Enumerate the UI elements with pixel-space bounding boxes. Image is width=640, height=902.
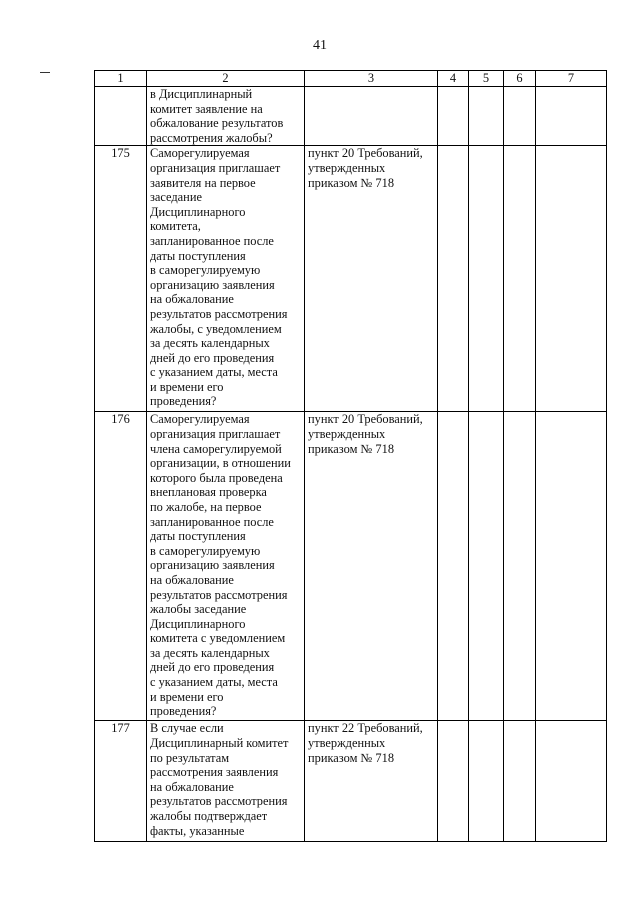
question-line: проведения? [150,704,217,719]
question-line: жалобы, с уведомлением [150,321,282,336]
legal-reference [305,721,438,842]
table-row [95,412,607,721]
reference-line: приказом № 718 [308,441,395,456]
col-header-1: 1 [95,71,147,87]
legal-reference [305,146,438,412]
legal-reference [305,87,438,146]
question-line: Дисциплинарный комитет [150,735,289,750]
question-line: рассмотрения заявления [150,765,279,780]
col-header-4: 4 [438,71,469,87]
answer-cell-col-5 [469,87,504,146]
question-line: проведения? [150,394,217,409]
answer-cell-col-6 [504,146,536,412]
table-row [95,87,607,146]
col-header-7: 7 [536,71,607,87]
requirement-question [147,146,305,412]
answer-cell-col-6 [504,721,536,842]
answer-cell-col-7 [536,146,607,412]
col-header-2: 2 [147,71,305,87]
question-line: запланированное после [150,233,274,248]
question-line: В случае если [150,721,224,736]
question-line: даты поступления [150,248,246,263]
question-line: обжалование результатов [150,116,284,131]
reference-line: приказом № 718 [308,175,395,190]
requirement-question [147,87,305,146]
question-line: организация приглашает [150,426,281,441]
question-line: по жалобе, на первое [150,499,262,514]
answer-cell-col-4 [438,87,469,146]
question-line: Дисциплинарного [150,204,246,219]
question-line: на обжалование [150,292,234,307]
question-line: комитета, [150,219,201,234]
col-header-3: 3 [305,71,438,87]
question-line: на обжалование [150,572,234,587]
question-line: в саморегулируемую [150,263,261,278]
page-number: 41 [313,38,327,53]
question-line: с указанием даты, места [150,365,278,380]
question-line: рассмотрения жалобы? [150,130,273,145]
requirement-question [147,721,305,842]
question-line: результатов рассмотрения [150,306,288,321]
col-header-6: 6 [504,71,536,87]
table-row [95,721,607,842]
answer-cell-col-4 [438,412,469,721]
row-number: 176 [95,412,147,721]
question-line: за десять календарных [150,336,270,351]
question-line: запланированное после [150,514,274,529]
question-line: организацию заявления [150,277,275,292]
reference-line: пункт 22 Требований, [308,721,423,736]
answer-cell-col-5 [469,721,504,842]
question-line: и времени его [150,689,224,704]
question-line: которого была проведена [150,470,283,485]
question-line: по результатам [150,750,230,765]
reference-line: приказом № 718 [308,750,395,765]
reference-line: пункт 20 Требований, [308,412,423,427]
reference-line: утвержденных [308,735,386,750]
margin-mark [40,72,50,73]
answer-cell-col-4 [438,721,469,842]
row-number [95,87,147,146]
answer-cell-col-7 [536,87,607,146]
question-line: Саморегулируемая [150,412,250,427]
question-line: члена саморегулируемой [150,441,282,456]
question-line: за десять календарных [150,645,270,660]
table-row [95,146,607,412]
answer-cell-col-6 [504,87,536,146]
answer-cell-col-6 [504,412,536,721]
question-line: даты поступления [150,529,246,544]
question-line: дней до его проведения [150,350,275,365]
header-row [95,71,607,87]
question-line: организация приглашает [150,160,281,175]
col-header-5: 5 [469,71,504,87]
question-line: результатов рассмотрения [150,587,288,602]
requirements-table [94,70,607,842]
answer-cell-col-7 [536,412,607,721]
row-number: 175 [95,146,147,412]
question-line: дней до его проведения [150,660,275,675]
answer-cell-col-7 [536,721,607,842]
answer-cell-col-5 [469,146,504,412]
question-line: организацию заявления [150,558,275,573]
question-line: комитет заявление на [150,101,263,116]
legal-reference [305,412,438,721]
question-line: жалобы подтверждает [150,808,268,823]
question-line: заявителя на первое [150,175,256,190]
question-line: Дисциплинарного [150,616,246,631]
question-line: Саморегулируемая [150,146,250,161]
question-line: комитета с уведомлением [150,631,286,646]
question-line: на обжалование [150,779,234,794]
reference-line: утвержденных [308,426,386,441]
question-line: в Дисциплинарный [150,87,253,101]
answer-cell-col-5 [469,412,504,721]
reference-line: утвержденных [308,160,386,175]
question-line: результатов рассмотрения [150,794,288,809]
row-number: 177 [95,721,147,842]
question-line: организации, в отношении [150,456,291,471]
question-line: в саморегулируемую [150,543,261,558]
question-line: с указанием даты, места [150,675,278,690]
question-line: и времени его [150,379,224,394]
question-line: заседание [150,190,202,205]
question-line: факты, указанные [150,823,245,838]
question-line: жалобы заседание [150,602,247,617]
answer-cell-col-4 [438,146,469,412]
reference-line: пункт 20 Требований, [308,146,423,161]
requirement-question [147,412,305,721]
question-line: внеплановая проверка [150,485,267,500]
